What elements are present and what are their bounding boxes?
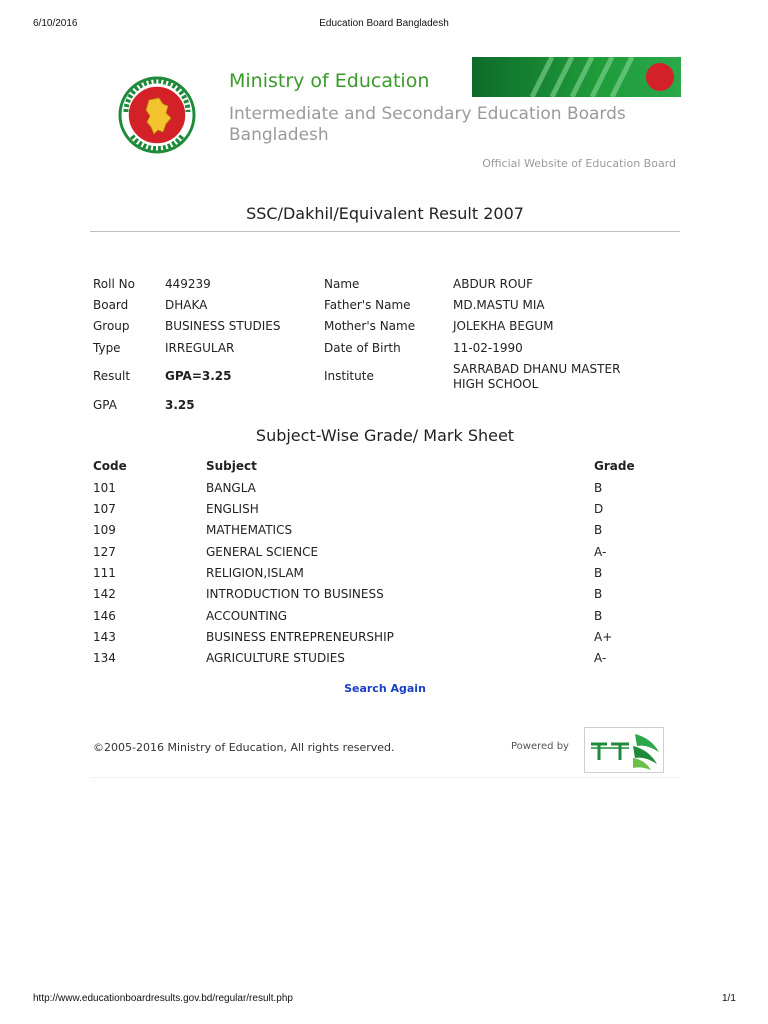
- row-grade: A-: [594, 545, 607, 559]
- marksheet-title: Subject-Wise Grade/ Mark Sheet: [255, 426, 515, 445]
- row-code: 142: [93, 587, 116, 601]
- print-url: http://www.educationboardresults.gov.bd/regular/result.php: [33, 993, 293, 1004]
- row-code: 146: [93, 609, 116, 623]
- ministry-title: Ministry of Education: [229, 70, 430, 92]
- name-label: Name: [324, 277, 360, 291]
- gpa-value: 3.25: [165, 398, 195, 412]
- roll-value: 449239: [165, 277, 211, 291]
- row-code: 111: [93, 566, 116, 580]
- group-label: Group: [93, 319, 130, 333]
- father-value: MD.MASTU MIA: [453, 298, 545, 312]
- row-subject: RELIGION,ISLAM: [206, 566, 304, 580]
- footer-divider: [90, 777, 680, 778]
- row-subject: AGRICULTURE STUDIES: [206, 651, 345, 665]
- row-code: 127: [93, 545, 116, 559]
- grade-header: Grade: [594, 459, 635, 473]
- row-grade: B: [594, 523, 603, 537]
- row-grade: B: [594, 481, 603, 495]
- row-grade: B: [594, 587, 603, 601]
- roll-label: Roll No: [93, 277, 135, 291]
- boards-title: Intermediate and Secondary Education Boards Bangladesh: [229, 104, 626, 145]
- row-subject: GENERAL SCIENCE: [206, 545, 319, 559]
- row-subject: MATHEMATICS: [206, 523, 293, 537]
- result-title: SSC/Dakhil/Equivalent Result 2007: [246, 204, 524, 223]
- dob-value: 11-02-1990: [453, 341, 523, 355]
- row-subject: ACCOUNTING: [206, 609, 288, 623]
- type-label: Type: [93, 341, 121, 355]
- row-subject: BANGLA: [206, 481, 256, 495]
- board-value: DHAKA: [165, 298, 208, 312]
- institute-label: Institute: [324, 369, 374, 383]
- subject-header: Subject: [206, 459, 257, 473]
- row-code: 143: [93, 630, 116, 644]
- row-grade: B: [594, 609, 603, 623]
- row-subject: ENGLISH: [206, 502, 259, 516]
- print-title: Education Board Bangladesh: [319, 18, 449, 29]
- result-label: Result: [93, 369, 131, 383]
- row-code: 134: [93, 651, 116, 665]
- row-grade: B: [594, 566, 603, 580]
- code-header: Code: [93, 459, 127, 473]
- government-seal-icon: [116, 72, 198, 158]
- powered-by-text: Powered by: [511, 741, 569, 752]
- result-value: GPA=3.25: [165, 369, 232, 383]
- flag-banner-icon: [472, 57, 681, 97]
- row-code: 101: [93, 481, 116, 495]
- row-grade: A+: [594, 630, 613, 644]
- teletalk-logo-icon[interactable]: [584, 727, 664, 773]
- gpa-label: GPA: [93, 398, 117, 412]
- official-website-text: Official Website of Education Board: [482, 157, 676, 170]
- search-again-link[interactable]: Search Again: [344, 682, 426, 695]
- type-value: IRREGULAR: [165, 341, 235, 355]
- father-label: Father's Name: [324, 298, 411, 312]
- row-grade: D: [594, 502, 604, 516]
- row-code: 107: [93, 502, 116, 516]
- row-grade: A-: [594, 651, 607, 665]
- institute-value: SARRABAD DHANU MASTER HIGH SCHOOL: [453, 362, 621, 391]
- mother-value: JOLEKHA BEGUM: [453, 319, 554, 333]
- copyright-text: ©2005-2016 Ministry of Education, All rights reserved.: [93, 741, 395, 754]
- mother-label: Mother's Name: [324, 319, 416, 333]
- name-value: ABDUR ROUF: [453, 277, 534, 291]
- row-code: 109: [93, 523, 116, 537]
- print-page-number: 1/1: [722, 993, 736, 1004]
- group-value: BUSINESS STUDIES: [165, 319, 281, 333]
- dob-label: Date of Birth: [324, 341, 401, 355]
- row-subject: INTRODUCTION TO BUSINESS: [206, 587, 384, 601]
- row-subject: BUSINESS ENTREPRENEURSHIP: [206, 630, 394, 644]
- title-divider: [90, 231, 680, 232]
- print-date: 6/10/2016: [33, 18, 78, 29]
- board-label: Board: [93, 298, 129, 312]
